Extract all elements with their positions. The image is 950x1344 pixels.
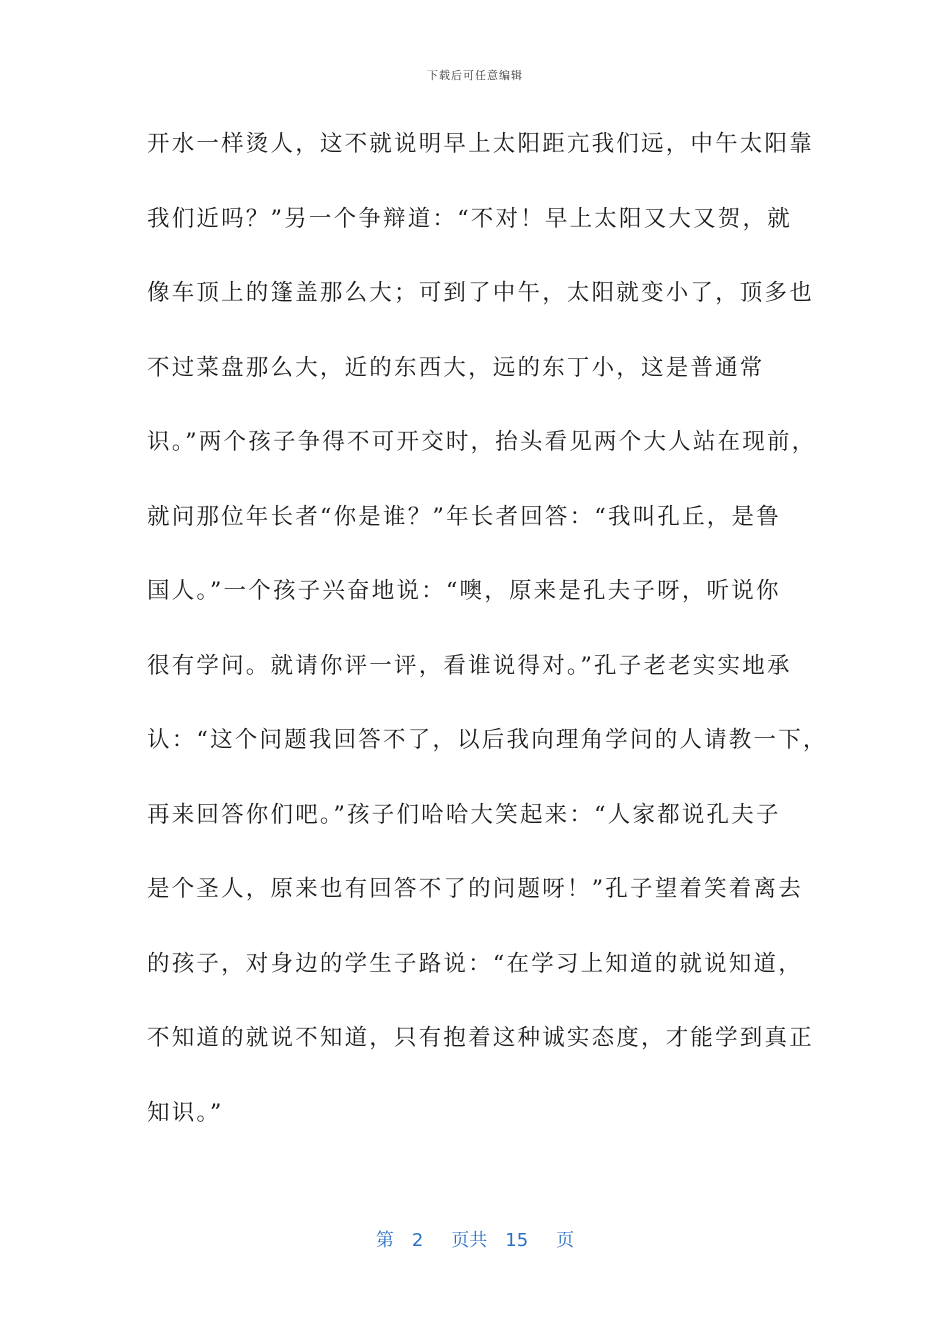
body-text bbox=[147, 118, 828, 1161]
text-line: 再来回答你们吧。”孩子们哈哈大笑起来：“人家都说孔夫子 bbox=[147, 801, 781, 828]
text-line: 很有学问。就请你评一评，看谁说得对。”孔子老老实实地承 bbox=[147, 652, 792, 679]
footer-prefix: 第 bbox=[375, 1230, 394, 1251]
text-line: 不知道的就说不知道，只有抱着这种诚实态度，才能学到真正 bbox=[147, 1025, 814, 1051]
text-line: 就问那位年长者“你是谁？”年长者回答：“我叫孔丘，是鲁 bbox=[147, 503, 781, 530]
text-line: 的孩子，对身边的学生子路说：“在学习上知道的就说知道， bbox=[147, 950, 803, 977]
text-line: 知识。” bbox=[147, 1099, 224, 1126]
footer-middle: 页共 bbox=[451, 1230, 488, 1251]
page-number-footer bbox=[0, 1226, 950, 1252]
text-line: 国人。”一个孩子兴奋地说：“噢，原来是孔夫子呀，听说你 bbox=[147, 578, 781, 604]
page-header-note: 下载后可任意编辑 bbox=[427, 69, 523, 82]
text-line: 识。”两个孩子争得不可开交时，抬头看见两个大人站在现前， bbox=[147, 429, 817, 455]
text-line: 是个圣人，原来也有回答不了的问题呀！”孔子望着笑着离去 bbox=[147, 876, 803, 902]
text-line: 我们近吗？”另一个争辩道：“不对！早上太阳又大又贺，就 bbox=[147, 205, 792, 232]
current-page-number: 2 bbox=[411, 1230, 424, 1251]
footer-suffix: 页 bbox=[556, 1230, 575, 1251]
text-line: 开水一样烫人，这不就说明早上太阳距亢我们远，中午太阳靠 bbox=[147, 131, 814, 157]
text-line: 不过菜盘那么大，近的东西大，远的东丁小，这是普通常 bbox=[147, 354, 765, 381]
total-pages-number: 15 bbox=[505, 1230, 529, 1251]
text-line: 认：“这个问题我回答不了，以后我向理角学问的人请教一下， bbox=[147, 727, 828, 753]
text-line: 像车顶上的篷盖那么大；可到了中午，太阳就变小了，顶多也 bbox=[147, 280, 814, 306]
